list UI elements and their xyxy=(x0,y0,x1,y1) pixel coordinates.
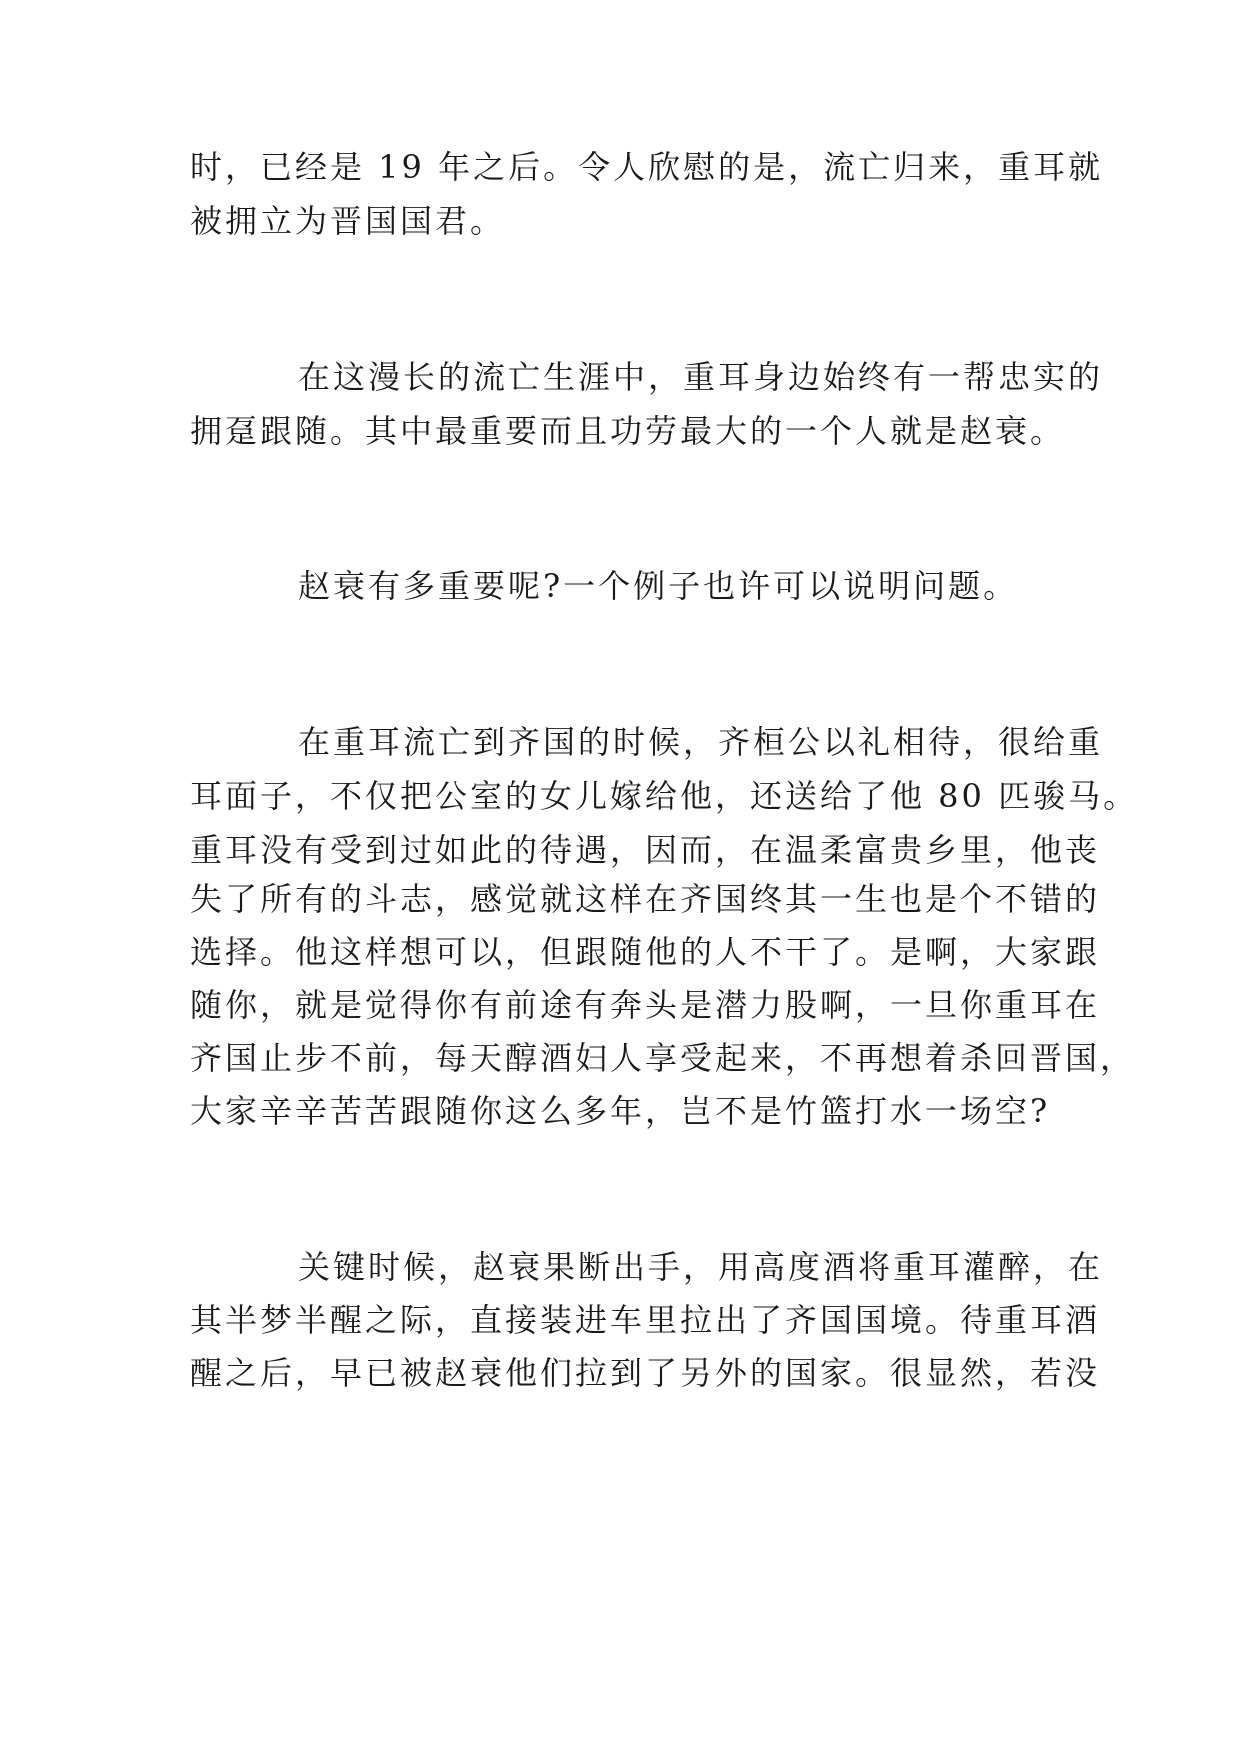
paragraph-2-line-1: 在这漫长的流亡生涯中，重耳身边始终有一帮忠实的 xyxy=(298,358,1104,396)
paragraph-4-line-5: 选择。他这样想可以，但跟随他的人不干了。是啊，大家跟 xyxy=(190,933,1101,971)
paragraph-4-line-2: 耳面子，不仅把公室的女儿嫁给他，还送给了他 80 匹骏马。 xyxy=(190,777,1139,815)
paragraph-4-line-1: 在重耳流亡到齐国的时候，齐桓公以礼相待，很给重 xyxy=(298,723,1104,761)
paragraph-5-line-2: 其半梦半醒之际，直接装进车里拉出了齐国国境。待重耳酒 xyxy=(190,1301,1101,1339)
paragraph-1-line-2: 被拥立为晋国国君。 xyxy=(190,202,506,240)
paragraph-1-line-1: 时，已经是 19 年之后。令人欣慰的是，流亡归来，重耳就 xyxy=(190,148,1104,186)
paragraph-3-line-1: 赵衰有多重要呢?一个例子也许可以说明问题。 xyxy=(298,567,1019,605)
paragraph-4-line-4: 失了所有的斗志，感觉就这样在齐国终其一生也是个不错的 xyxy=(190,880,1101,918)
paragraph-5-line-1: 关键时候，赵衰果断出手，用高度酒将重耳灌醉，在 xyxy=(298,1248,1104,1286)
paragraph-4-line-7: 齐国止步不前，每天醇酒妇人享受起来，不再想着杀回晋国， xyxy=(190,1039,1136,1077)
paragraph-2-line-2: 拥趸跟随。其中最重要而且功劳最大的一个人就是赵衰。 xyxy=(190,412,1066,450)
paragraph-4-line-3: 重耳没有受到过如此的待遇，因而，在温柔富贵乡里，他丧 xyxy=(190,831,1101,869)
paragraph-4-line-8: 大家辛辛苦苦跟随你这么多年，岂不是竹篮打水一场空? xyxy=(190,1092,1051,1130)
paragraph-4-line-6: 随你，就是觉得你有前途有奔头是潜力股啊，一旦你重耳在 xyxy=(190,986,1101,1024)
paragraph-5-line-3: 醒之后，早已被赵衰他们拉到了另外的国家。很显然，若没 xyxy=(190,1354,1101,1392)
